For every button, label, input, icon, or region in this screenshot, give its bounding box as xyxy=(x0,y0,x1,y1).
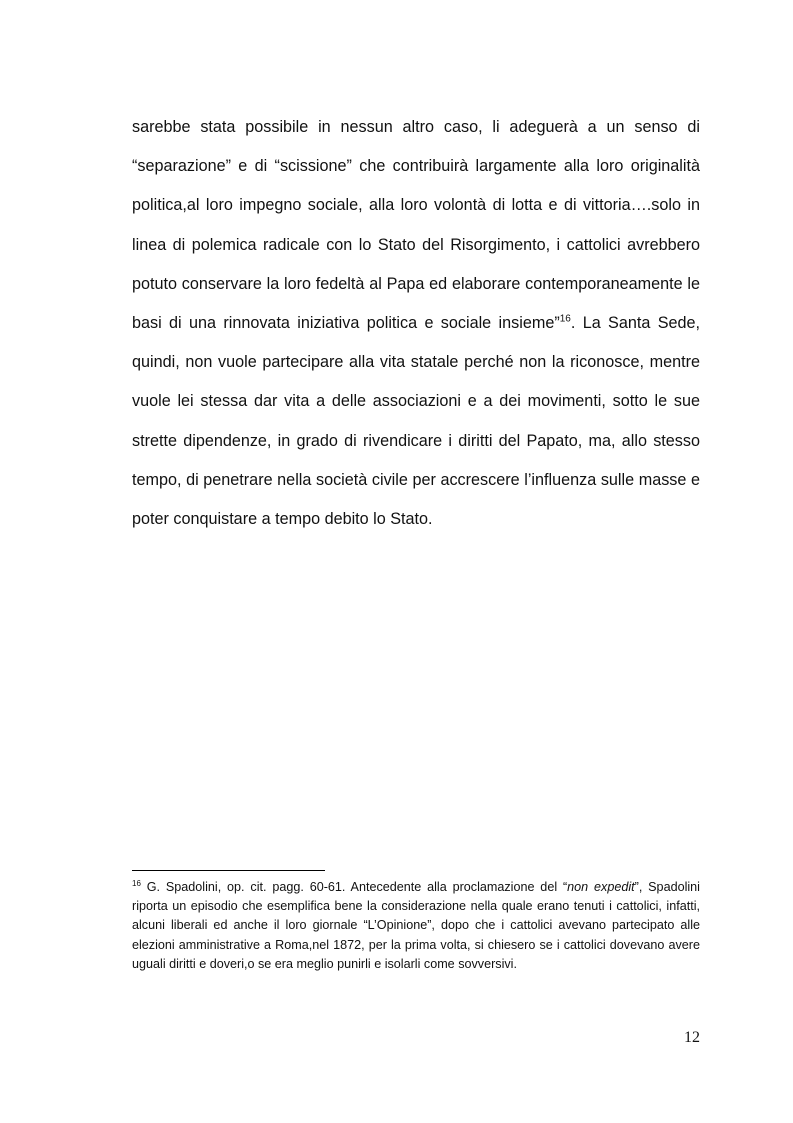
body-paragraph xyxy=(132,108,700,539)
footnote-italic-text: non expedit xyxy=(567,880,635,894)
body-text-part-2: . La Santa Sede, quindi, non vuole partecipare alla vita statale perché non la riconosce, mentre vuole lei stessa dar vita a delle associazioni e a dei movimenti, sotto le sue strette dipendenze, in grado di rivendicare i diritti del Papato, ma, allo stesso tempo, di penetrare nella società civile per accrescere l’influenza sulle masse e poter conquistare a tempo debito lo Stato. xyxy=(132,314,700,529)
footnote-separator xyxy=(132,870,325,871)
footnote-text-part-1: G. Spadolini, op. cit. pagg. 60-61. Antecedente alla proclamazione del “ xyxy=(140,880,568,894)
footnote-text-part-2: ”, Spadolini riporta un episodio che esemplifica bene la considerazione nella quale erano tenuti i cattolici, infatti, alcuni liberali ed anche il loro giornale “L’Opinione”, dopo che i cattolici avevano partecipato alle elezioni amministrative a Roma,nel 1872, per la prima volta, si chiesero se i cattolici dovevano avere uguali diritti e doveri,o se era meglio punirli e isolarli come sovversivi. xyxy=(132,880,700,971)
footnote-reference: 16 xyxy=(559,313,571,325)
footnote-number: 16 xyxy=(132,878,141,888)
page-number: 12 xyxy=(684,1029,700,1046)
body-text-part-1: sarebbe stata possibile in nessun altro caso, li adeguerà a un senso di “separazione” e di “scissione” che contribuirà largamente alla loro originalità politica,al loro impegno sociale, alla loro volontà di lotta e di vittoria….solo in linea di polemica radicale con lo Stato del Risorgimento, i cattolici avrebbero potuto conservare la loro fedeltà al Papa ed elaborare contemporaneamente le basi di una rinnovata iniziativa politica e sociale insieme” xyxy=(132,118,700,333)
footnote xyxy=(132,878,700,974)
